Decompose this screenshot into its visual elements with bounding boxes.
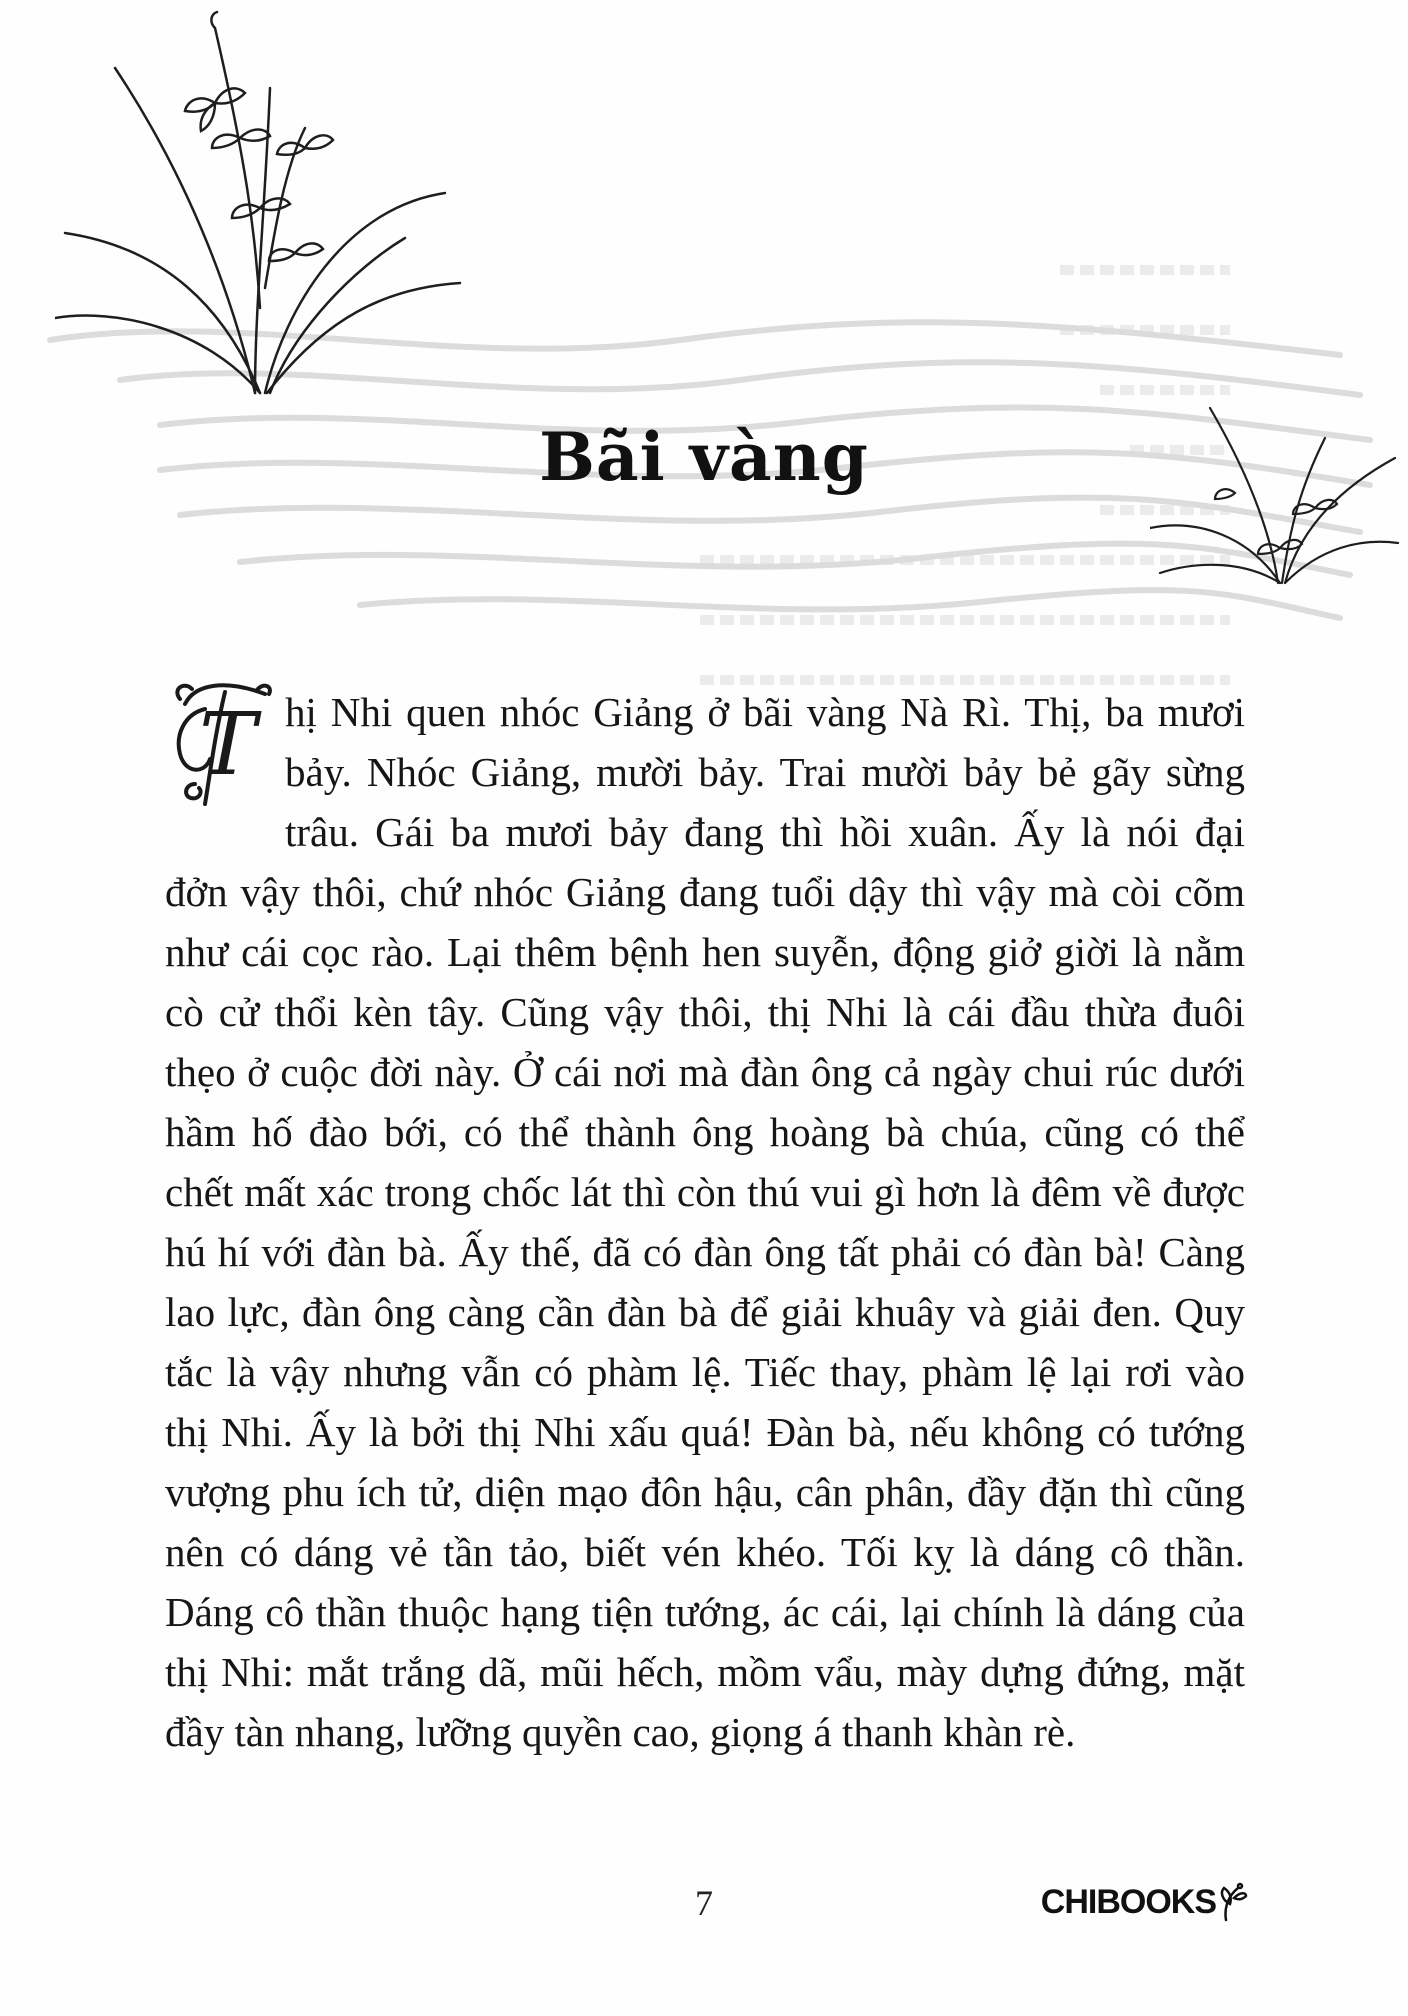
paragraph-text: hị Nhi quen nhóc Giảng ở bãi vàng Nà Rì. Thị, ba mươi bảy. Nhóc Giảng, mười bảy. Trai mười bảy bẻ gãy sừng trâu. Gái ba mươi bảy đang thì hồi xuân. Ấy là nói đại đởn vậy thôi, chứ nhóc Giảng đang tuổi dậy thì vậy mà còi cõm như cái cọc rào. Lại thêm bệnh hen suyễn, động giở giời là nằm cò cử thổi kèn tây. Cũng vậy thôi, thị Nhi là cái đầu thừa đuôi thẹo ở cuộc đời này. Ở cái nơi mà đàn ông cả ngày chui rúc dưới hầm hố đào bới, có thể thành ông hoàng bà chúa, cũng có thể chết mất xác trong chốc lát thì còn thú vui gì hơn là đêm về được hú hí với đàn bà. Ấy thế, đã có đàn ông tất phải có đàn bà! Càng lao lực, đàn ông càng cần đàn bà để giải khuây và giải đen. Quy tắc là vậy nhưng vẫn có phàm lệ. Tiếc thay, phàm lệ lại rơi vào thị Nhi. Ấy là bởi thị Nhi xấu quá! Đàn bà, nếu không có tướng vượng phu ích tử, diện mạo đôn hậu, cân phân, đầy đặn thì cũng nên có dáng vẻ tần tảo, biết vén khéo. Tối kỵ là dáng cô thần. Dáng cô thần thuộc hạng tiện tướng, ác cái, lại chính là dáng của thị Nhi: mắt trắng dã, mũi hếch, mồm vẩu, mày dựng đứng, mặt đầy tàn nhang, lưỡng quyền cao, giọng á thanh khàn rè.	[165, 689, 1245, 1755]
paragraph	[165, 682, 1245, 1762]
body-text	[165, 682, 1245, 1762]
publisher-name: CHIBOOKS	[1040, 1882, 1216, 1921]
drop-cap-letter: T	[199, 695, 257, 795]
publisher-logo	[1041, 1882, 1248, 1922]
page-number: 7	[695, 1883, 713, 1923]
leaf-icon	[1218, 1882, 1248, 1922]
chapter-title: Bãi vàng	[539, 418, 869, 496]
drop-cap	[165, 686, 277, 804]
orchid-illustration-left	[55, 8, 465, 398]
drop-cap-ornament	[165, 674, 277, 814]
